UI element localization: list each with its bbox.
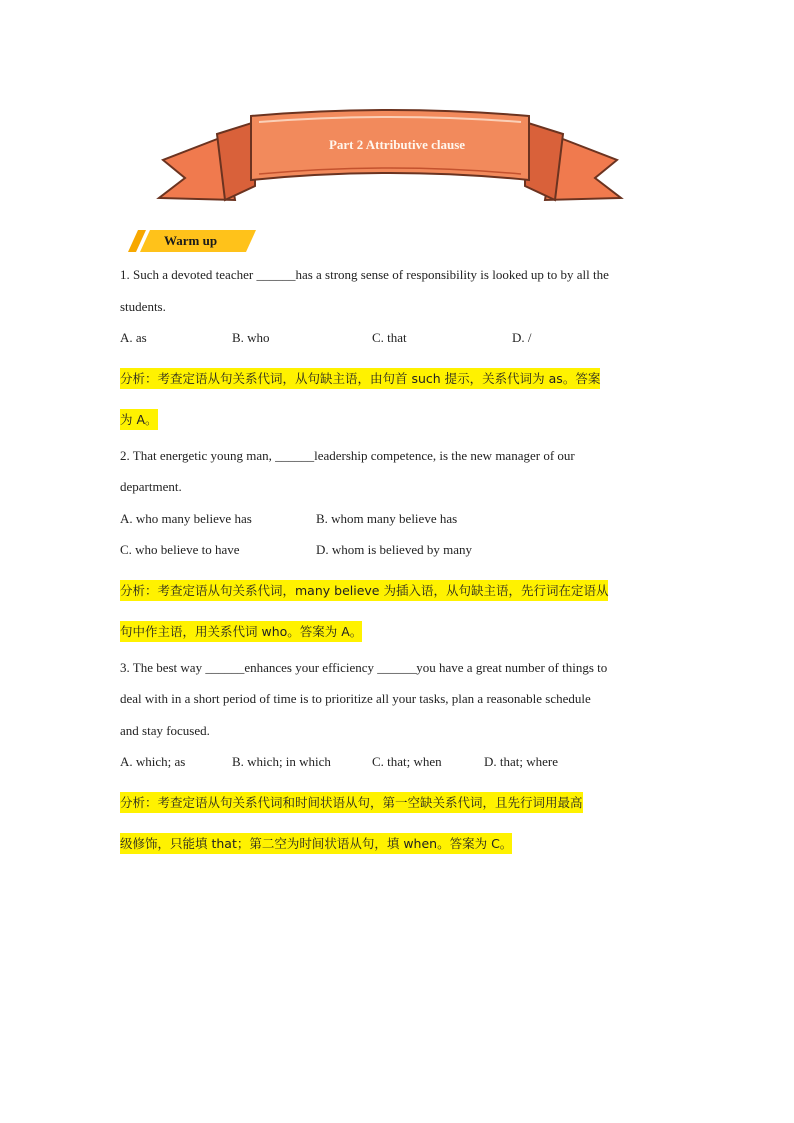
option-b: B. which; in which xyxy=(232,754,331,769)
analysis-text: 级修饰，只能填 that；第二空为时间状语从句，填 when。答案为 C。 xyxy=(120,833,512,854)
section-label: Warm up xyxy=(164,233,218,248)
question-text: 1. Such a devoted teacher ______has a strong sense of responsibility is looked up to by all the xyxy=(120,267,609,282)
question-2 xyxy=(120,440,680,652)
option-a: A. as xyxy=(120,330,147,345)
options-row xyxy=(120,746,680,778)
analysis-text: 分析：考查定语从句关系代词，从句缺主语，由句首 such 提示，关系代词为 as。答案 xyxy=(120,368,600,389)
option-d: D. that; where xyxy=(484,754,559,769)
option-d: D. whom is believed by many xyxy=(316,542,472,557)
option-a: A. who many believe has xyxy=(120,510,252,526)
question-text: 3. The best way ______enhances your efficiency ______you have a great number of things to xyxy=(120,659,608,675)
option-c: C. who believe to have xyxy=(120,542,240,557)
option-d: D. / xyxy=(512,330,532,345)
ribbon-banner-icon xyxy=(155,108,625,218)
option-a: A. which; as xyxy=(120,754,186,769)
question-text: students. xyxy=(120,298,166,314)
option-b: B. who xyxy=(232,330,270,345)
option-c: C. that; when xyxy=(372,754,442,769)
analysis-text: 分析：考查定语从句关系代词，many believe 为插入语，从句缺主语，先行词在定语从 xyxy=(120,580,608,601)
question-text: 2. That energetic young man, ______leadership competence, is the new manager of our xyxy=(120,447,575,463)
analysis-block xyxy=(120,782,680,864)
analysis-text: 分析：考查定语从句关系代词和时间状语从句，第一空缺关系代词，且先行词用最高 xyxy=(120,792,583,813)
question-text: deal with in a short period of time is to prioritize all your tasks, plan a reasonable schedule xyxy=(120,691,591,706)
options-row xyxy=(120,534,680,566)
question-text: and stay focused. xyxy=(120,722,210,738)
option-c: C. that xyxy=(372,330,407,345)
options-row xyxy=(120,503,680,535)
banner-title: Part 2 Attributive clause xyxy=(328,137,466,152)
analysis-text: 为 A。 xyxy=(120,409,158,430)
options-row xyxy=(120,322,680,354)
analysis-text: 句中作主语，用关系代词 who。答案为 A。 xyxy=(120,621,362,642)
analysis-block xyxy=(120,358,680,440)
question-list xyxy=(120,259,680,864)
question-1 xyxy=(120,259,680,440)
option-b: B. whom many believe has xyxy=(316,510,458,526)
analysis-block xyxy=(120,570,680,652)
question-3 xyxy=(120,652,680,864)
question-text: department. xyxy=(120,479,182,494)
